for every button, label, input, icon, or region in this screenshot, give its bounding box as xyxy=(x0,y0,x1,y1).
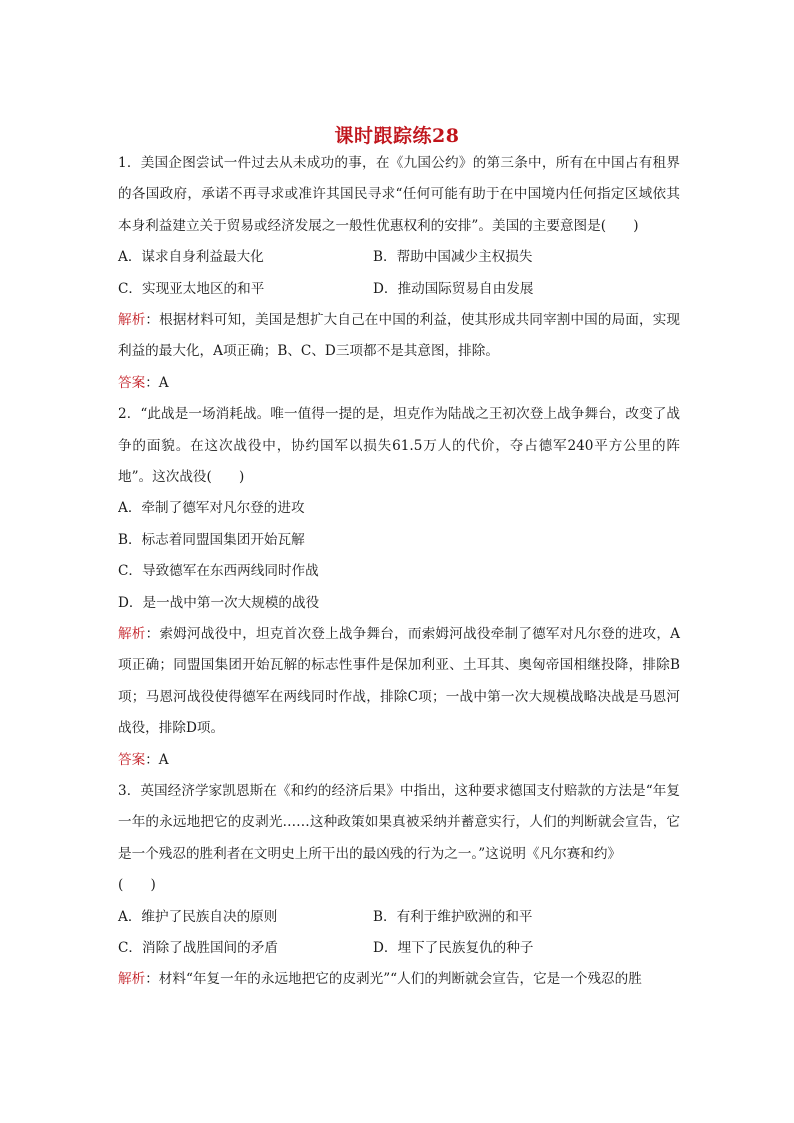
option-d: D．埋下了民族复仇的种子 xyxy=(373,940,534,956)
option-c: C．消除了战胜国间的矛盾 xyxy=(118,940,278,956)
question-list xyxy=(118,148,680,996)
analysis xyxy=(118,305,680,368)
analysis-text: ：根据材料可知，美国是想扩大自己在中国的利益，使其形成共同宰割中国的局面，实现利益的最大化，A项正确；B、C、D三项都不是其意图，排除。 xyxy=(118,312,680,360)
analysis-label: 解析 xyxy=(118,625,146,642)
option-row xyxy=(118,933,680,964)
option-b: B．标志着同盟国集团开始瓦解 xyxy=(118,531,305,548)
page-title: 课时跟踪练28 xyxy=(334,125,460,147)
answer-label: 答案 xyxy=(118,374,146,391)
analysis xyxy=(118,964,680,995)
question-3 xyxy=(118,776,680,996)
answer xyxy=(118,745,680,776)
option-b: B．有利于维护欧洲的和平 xyxy=(373,908,533,925)
option-d: D．推动国际贸易自由发展 xyxy=(373,280,534,297)
answer-label: 答案 xyxy=(118,751,146,768)
answer-text: ：A xyxy=(145,751,169,768)
question-1 xyxy=(118,148,680,399)
question-stem: 2．“此战是一场消耗战。唯一值得一提的是，坦克作为陆战之王初次登上战争舞台，改变了战争的面貌。在这次战役中，协约国军以损失61.5万人的代价，夺占德军240平方公里的阵地”。这次战役( ) xyxy=(118,406,680,486)
option-a: A．牵制了德军对凡尔登的进攻 xyxy=(118,500,305,517)
option-row xyxy=(118,902,680,933)
analysis xyxy=(118,619,680,745)
answer-text: ：A xyxy=(145,374,169,391)
analysis-text: ：索姆河战役中，坦克首次登上战争舞台，而索姆河战役牵制了德军对凡尔登的进攻，A项正确；同盟国集团开始瓦解的标志性事件是保加利亚、土耳其、奥匈帝国相继投降，排除B项；马恩河战役使得德军在两线同时作战，排除C项；一战中第一次大规模战略决战是马恩河战役，排除D项。 xyxy=(118,625,680,737)
question-stem: 1．美国企图尝试一件过去从未成功的事，在《九国公约》的第三条中，所有在中国占有租界的各国政府，承诺不再寻求或准许其国民寻求“任何可能有助于在中国境内任何指定区域依其本身利益建立关于贸易或经济发展之一般性优惠权利的安排”。美国的主要意图是( ) xyxy=(118,155,680,234)
question-stem-tail: ( ) xyxy=(118,877,156,894)
question-stem: 3．英国经济学家凯恩斯在《和约的经济后果》中指出，这种要求德国支付赔款的方法是“年复一年的永远地把它的皮剥光……这种政策如果真被采纳并蓄意实行，人们的判断就会宣告，它是一个残忍的胜利者在文明史上所干出的最凶残的行为之一。”这说明《凡尔赛和约》 xyxy=(118,783,680,862)
analysis-text: ：材料“年复一年的永远地把它的皮剥光”“人们的判断就会宣告，它是一个残忍的胜 xyxy=(145,971,642,988)
analysis-label: 解析 xyxy=(118,971,146,988)
analysis-label: 解析 xyxy=(118,312,146,328)
answer xyxy=(118,368,680,399)
option-d: D．是一战中第一次大规模的战役 xyxy=(118,594,320,611)
option-row xyxy=(118,242,680,273)
option-a: A．谋求自身利益最大化 xyxy=(118,249,264,266)
option-c: C．实现亚太地区的和平 xyxy=(118,280,265,297)
question-2 xyxy=(118,399,680,776)
option-row xyxy=(118,274,680,305)
option-a: A．维护了民族自决的原则 xyxy=(118,908,278,925)
option-c: C．导致德军在东西两线同时作战 xyxy=(118,563,319,580)
option-b: B．帮助中国减少主权损失 xyxy=(373,249,533,266)
